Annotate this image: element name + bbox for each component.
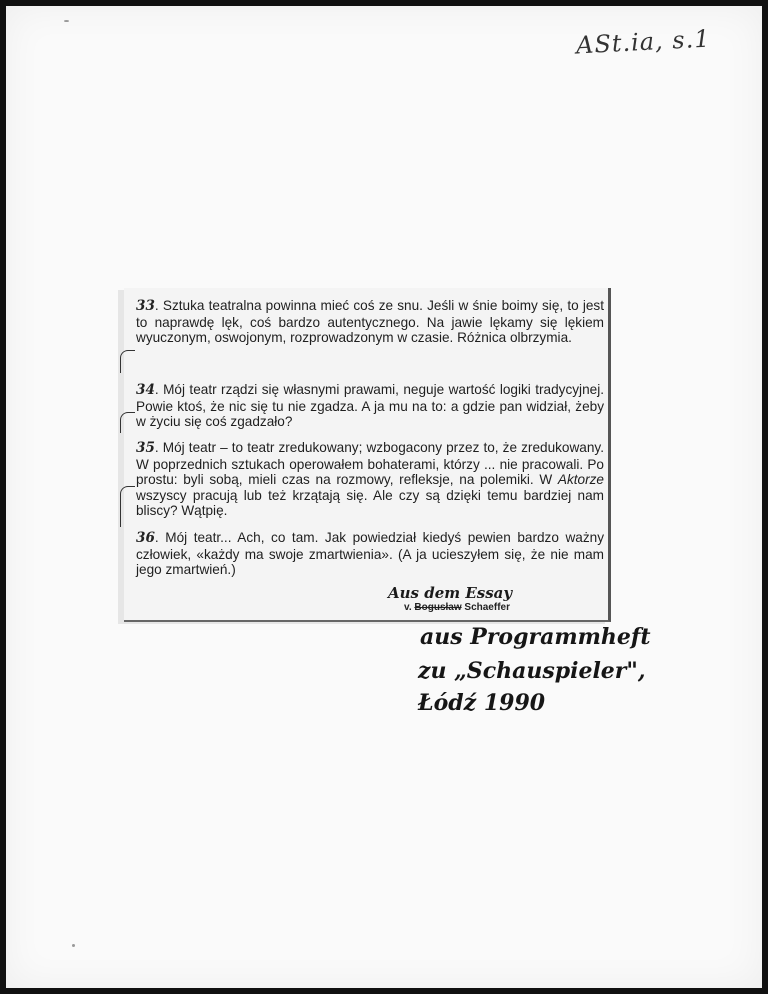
paragraph-34	[136, 382, 604, 430]
paragraph-text-tail: wszyscy pracują lub też krzątają się. Ale czy są dzięki temu bardziej nam bliscy? Wątpię.	[136, 487, 604, 518]
paragraph-number: 34	[136, 382, 155, 398]
paragraph-33	[136, 298, 604, 346]
signature-handwritten-prefix: Aus dem Essay	[388, 584, 513, 602]
margin-bracket-mark	[120, 412, 135, 433]
signature-prefix: v.	[404, 602, 412, 613]
paragraph-text: . Mój teatr rządzi się własnymi prawami, neguje wartość logiki tradycyjnej. Powie ktoś, że nic się tu nie zgadza. A ja mu na to: a gdzie pan widział, żeby w życiu się coś zgadzało?	[136, 382, 604, 429]
document-page	[6, 6, 762, 988]
handwritten-line-2: zu „Schauspieler",	[418, 658, 646, 684]
paragraph-text: . Mój teatr – to teatr zredukowany; wzbogacony przez to, że zredukowany. W poprzednich sztukach operowałem bohaterami, którzy ... nie pracowali. Po prostu: byli sobą, mieli czas na rozmowy, refleksje, na polemiki. W	[136, 440, 604, 487]
struck-first-name: Bogusław	[414, 602, 462, 613]
paragraph-35	[136, 440, 604, 519]
paragraph-text: . Sztuka teatralna powinna mieć coś ze snu. Jeśli w śnie boimy się, to jest to naprawdę lęk, coś bardzo autentycznego. Na jawie lękamy się lękiem wyuczonym, oswojonym, rozprowadzonym w czasie. Różnica olbrzymia.	[136, 298, 604, 345]
play-title: Aktorze	[557, 472, 604, 487]
paragraph-number: 35	[136, 440, 155, 456]
paragraph-36	[136, 530, 604, 578]
handwritten-line-1: aus Programmheft	[420, 624, 651, 650]
author-signature	[404, 602, 510, 613]
paragraph-number: 36	[136, 530, 155, 546]
paper-speck	[72, 944, 75, 947]
paragraph-text: . Mój teatr... Ach, co tam. Jak powiedział kiedyś pewien bardzo ważny człowiek, «każdy ma swoje zmartwienia». (A ja ucieszyłem się, że nie mam jego zmartwień.)	[136, 530, 604, 577]
corner-archive-note: ASt.ia, s.1	[575, 24, 712, 60]
margin-bracket-mark	[120, 350, 135, 373]
newspaper-clipping	[124, 288, 611, 622]
handwritten-line-3: Łódź 1990	[418, 690, 546, 716]
paragraph-number: 33	[136, 298, 155, 314]
paper-speck	[64, 20, 69, 22]
margin-bracket-mark	[120, 486, 135, 527]
author-surname: Schaeffer	[464, 602, 510, 613]
